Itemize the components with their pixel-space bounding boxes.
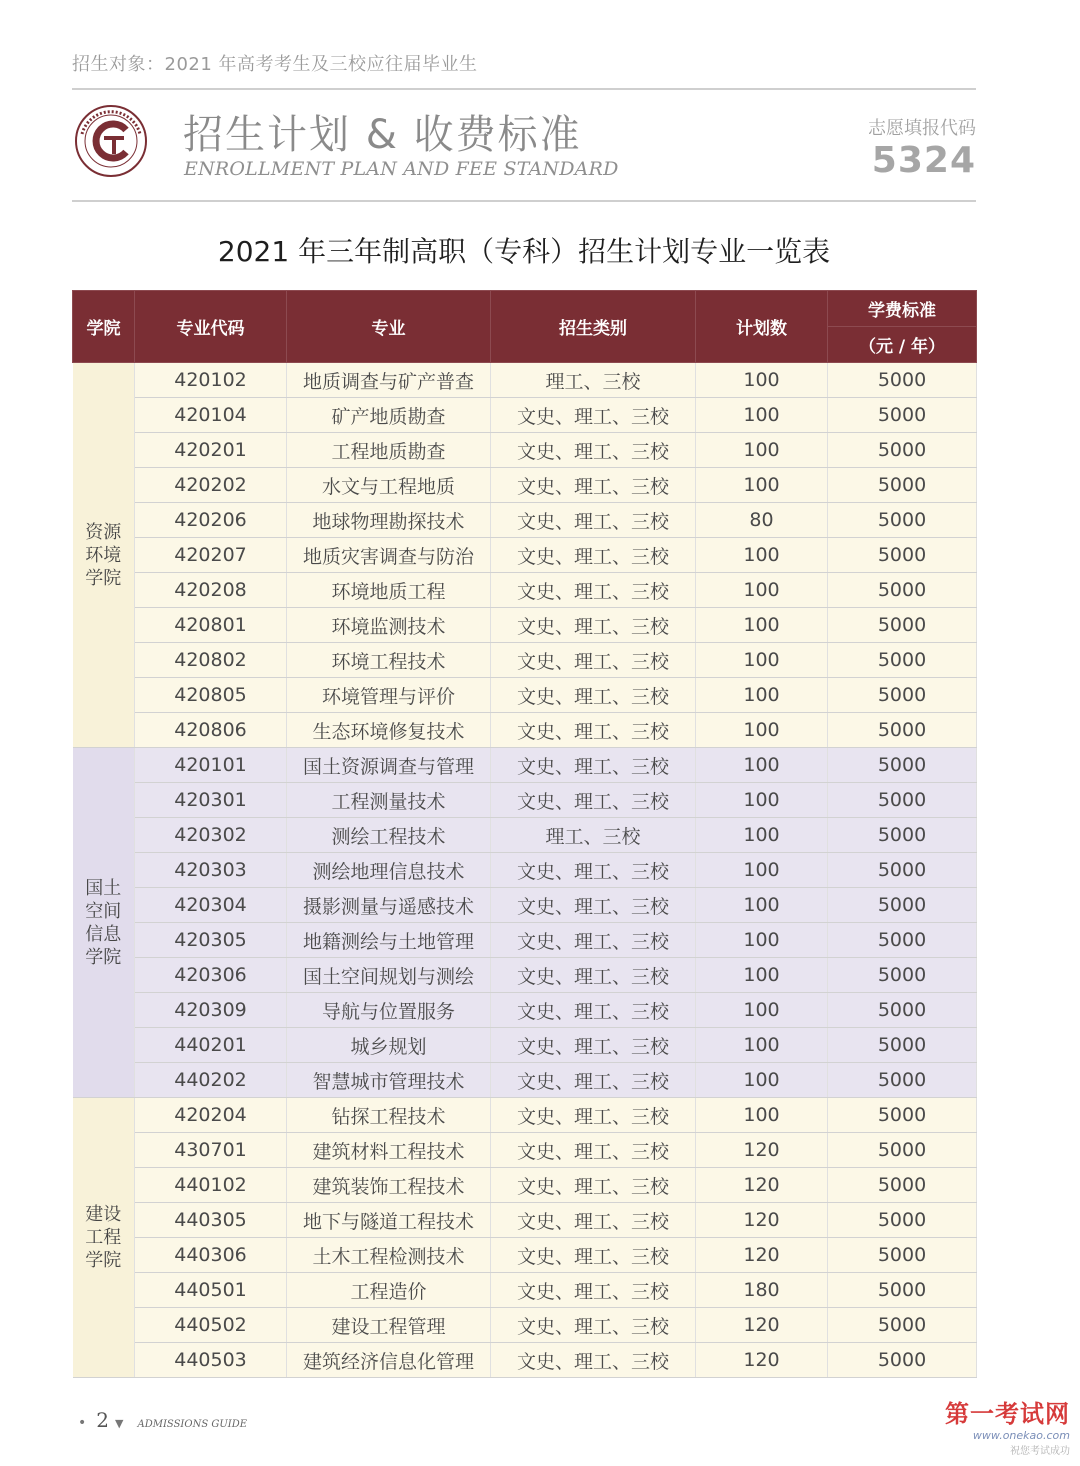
table-row [73, 1308, 977, 1343]
code-cell: 420306 [135, 958, 287, 993]
footer-guide-label: ADMISSIONS GUIDE [137, 1419, 248, 1430]
college-cell [73, 1098, 135, 1378]
category-cell: 文史、理工、三校 [491, 643, 696, 678]
col-header-category: 招生类别 [491, 291, 696, 363]
category-cell: 理工、三校 [491, 363, 696, 398]
major-cell: 生态环境修复技术 [287, 713, 491, 748]
table-row [73, 748, 977, 783]
table-row [73, 993, 977, 1028]
fee-cell: 5000 [828, 538, 977, 573]
major-cell: 地球物理勘探技术 [287, 503, 491, 538]
college-name-line: 工程 [85, 1227, 122, 1248]
plan-cell: 120 [696, 1238, 828, 1273]
plan-cell: 100 [696, 1063, 828, 1098]
category-cell: 文史、理工、三校 [491, 1168, 696, 1203]
table-row [73, 503, 977, 538]
college-name-line: 建设 [85, 1204, 122, 1225]
category-cell: 文史、理工、三校 [491, 538, 696, 573]
section-title-english: ENROLLMENT PLAN AND FEE STANDARD [184, 158, 619, 180]
enrollment-table [72, 290, 977, 1378]
category-cell: 文史、理工、三校 [491, 1238, 696, 1273]
college-name-line: 资源 [85, 521, 122, 543]
plan-cell: 100 [696, 678, 828, 713]
plan-cell: 120 [696, 1133, 828, 1168]
table-row [73, 538, 977, 573]
category-cell: 文史、理工、三校 [491, 468, 696, 503]
major-cell: 土木工程检测技术 [287, 1238, 491, 1273]
table-row [73, 643, 977, 678]
code-cell: 420208 [135, 573, 287, 608]
table-row [73, 398, 977, 433]
code-cell: 420309 [135, 993, 287, 1028]
table-title: 2021 年三年制高职（专科）招生计划专业一览表 [217, 235, 831, 268]
watermark-name: 第一考试网 [945, 1400, 1070, 1428]
site-watermark [945, 1394, 1070, 1457]
application-code-label: 志愿填报代码 [868, 118, 976, 139]
code-cell: 440502 [135, 1308, 287, 1343]
major-cell: 建筑经济信息化管理 [287, 1343, 491, 1378]
fee-cell: 5000 [828, 818, 977, 853]
table-row [73, 853, 977, 888]
major-cell: 建筑材料工程技术 [287, 1133, 491, 1168]
plan-cell: 100 [696, 398, 828, 433]
category-cell: 文史、理工、三校 [491, 398, 696, 433]
college-cell [73, 748, 135, 1098]
col-header-fee: 学费标准 [828, 291, 977, 327]
plan-cell: 100 [696, 748, 828, 783]
fee-cell: 5000 [828, 608, 977, 643]
category-cell: 文史、理工、三校 [491, 958, 696, 993]
college-cell [73, 363, 135, 748]
category-cell: 文史、理工、三校 [491, 1343, 696, 1378]
major-cell: 环境监测技术 [287, 608, 491, 643]
fee-cell: 5000 [828, 1028, 977, 1063]
category-cell: 文史、理工、三校 [491, 888, 696, 923]
fee-cell: 5000 [828, 993, 977, 1028]
table-row [73, 468, 977, 503]
category-cell: 文史、理工、三校 [491, 1203, 696, 1238]
fee-cell: 5000 [828, 1168, 977, 1203]
fee-cell: 5000 [828, 363, 977, 398]
major-cell: 建设工程管理 [287, 1308, 491, 1343]
college-name-line: 环境 [85, 544, 122, 566]
major-cell: 摄影测量与遥感技术 [287, 888, 491, 923]
major-cell: 环境地质工程 [287, 573, 491, 608]
plan-cell: 100 [696, 713, 828, 748]
category-cell: 文史、理工、三校 [491, 573, 696, 608]
code-cell: 440102 [135, 1168, 287, 1203]
college-name-line: 信息 [85, 923, 122, 945]
major-cell: 国土资源调查与管理 [287, 748, 491, 783]
application-code-value: 5324 [871, 140, 976, 181]
table-row [73, 573, 977, 608]
page-number: 2 [96, 1408, 109, 1432]
category-cell: 文史、理工、三校 [491, 993, 696, 1028]
fee-cell: 5000 [828, 748, 977, 783]
major-cell: 地质灾害调查与防治 [287, 538, 491, 573]
col-header-major: 专业 [287, 291, 491, 363]
category-cell: 文史、理工、三校 [491, 713, 696, 748]
table-row [73, 1238, 977, 1273]
category-cell: 文史、理工、三校 [491, 923, 696, 958]
header-divider-bottom [72, 200, 976, 202]
major-cell: 测绘地理信息技术 [287, 853, 491, 888]
plan-cell: 100 [696, 993, 828, 1028]
fee-cell: 5000 [828, 1308, 977, 1343]
table-row [73, 713, 977, 748]
major-cell: 工程测量技术 [287, 783, 491, 818]
code-cell: 420204 [135, 1098, 287, 1133]
category-cell: 文史、理工、三校 [491, 503, 696, 538]
category-cell: 文史、理工、三校 [491, 853, 696, 888]
plan-cell: 180 [696, 1273, 828, 1308]
major-cell: 环境工程技术 [287, 643, 491, 678]
table-row [73, 783, 977, 818]
college-name-line: 国土 [85, 877, 122, 899]
major-cell: 钻探工程技术 [287, 1098, 491, 1133]
code-cell: 420806 [135, 713, 287, 748]
college-name-line: 学院 [85, 567, 122, 589]
plan-cell: 100 [696, 433, 828, 468]
fee-cell: 5000 [828, 1133, 977, 1168]
col-header-college: 学院 [73, 291, 135, 363]
fee-cell: 5000 [828, 1063, 977, 1098]
code-cell: 420305 [135, 923, 287, 958]
col-header-plan: 计划数 [696, 291, 828, 363]
table-row [73, 958, 977, 993]
major-cell: 环境管理与评价 [287, 678, 491, 713]
enrollment-target-line: 招生对象：2021 年高考考生及三校应往届毕业生 [72, 54, 478, 75]
fee-cell: 5000 [828, 1343, 977, 1378]
code-cell: 420206 [135, 503, 287, 538]
major-cell: 智慧城市管理技术 [287, 1063, 491, 1098]
major-cell: 地质调查与矿产普查 [287, 363, 491, 398]
category-cell: 理工、三校 [491, 818, 696, 853]
code-cell: 420303 [135, 853, 287, 888]
category-cell: 文史、理工、三校 [491, 1308, 696, 1343]
college-name-line: 空间 [85, 900, 122, 922]
plan-cell: 100 [696, 573, 828, 608]
code-cell: 420304 [135, 888, 287, 923]
table-row [73, 433, 977, 468]
code-cell: 420102 [135, 363, 287, 398]
table-row [73, 1168, 977, 1203]
fee-cell: 5000 [828, 1238, 977, 1273]
plan-cell: 80 [696, 503, 828, 538]
code-cell: 420202 [135, 468, 287, 503]
major-cell: 地籍测绘与土地管理 [287, 923, 491, 958]
category-cell: 文史、理工、三校 [491, 1028, 696, 1063]
plan-cell: 100 [696, 643, 828, 678]
fee-cell: 5000 [828, 398, 977, 433]
table-row [73, 1028, 977, 1063]
code-cell: 420207 [135, 538, 287, 573]
category-cell: 文史、理工、三校 [491, 1063, 696, 1098]
major-cell: 地下与隧道工程技术 [287, 1203, 491, 1238]
major-cell: 矿产地质勘查 [287, 398, 491, 433]
fee-cell: 5000 [828, 853, 977, 888]
plan-cell: 120 [696, 1343, 828, 1378]
code-cell: 430701 [135, 1133, 287, 1168]
table-row [73, 923, 977, 958]
fee-cell: 5000 [828, 958, 977, 993]
footer-bullet: • [78, 1415, 87, 1431]
fee-cell: 5000 [828, 503, 977, 538]
code-cell: 420104 [135, 398, 287, 433]
category-cell: 文史、理工、三校 [491, 1098, 696, 1133]
fee-cell: 5000 [828, 643, 977, 678]
fee-cell: 5000 [828, 678, 977, 713]
plan-cell: 100 [696, 958, 828, 993]
table-row [73, 1203, 977, 1238]
page-footer [78, 1408, 247, 1432]
code-cell: 420802 [135, 643, 287, 678]
plan-cell: 120 [696, 1308, 828, 1343]
watermark-slogan: 祝您考试成功 [1010, 1446, 1070, 1457]
major-cell: 测绘工程技术 [287, 818, 491, 853]
college-name-line: 学院 [85, 1250, 122, 1271]
fee-cell: 5000 [828, 923, 977, 958]
watermark-url: www.onekao.com [972, 1429, 1070, 1442]
table-row [73, 1133, 977, 1168]
code-cell: 420301 [135, 783, 287, 818]
plan-cell: 100 [696, 1028, 828, 1063]
fee-cell: 5000 [828, 1203, 977, 1238]
plan-cell: 100 [696, 468, 828, 503]
code-cell: 440501 [135, 1273, 287, 1308]
plan-cell: 100 [696, 783, 828, 818]
plan-cell: 100 [696, 538, 828, 573]
plan-cell: 100 [696, 363, 828, 398]
code-cell: 440201 [135, 1028, 287, 1063]
major-cell: 工程地质勘查 [287, 433, 491, 468]
plan-cell: 100 [696, 853, 828, 888]
col-header-code: 专业代码 [135, 291, 287, 363]
category-cell: 文史、理工、三校 [491, 1133, 696, 1168]
major-cell: 建筑装饰工程技术 [287, 1168, 491, 1203]
plan-cell: 100 [696, 888, 828, 923]
section-title: 招生计划 & 收费标准 [183, 112, 582, 158]
code-cell: 420801 [135, 608, 287, 643]
code-cell: 440503 [135, 1343, 287, 1378]
category-cell: 文史、理工、三校 [491, 1273, 696, 1308]
table-row [73, 608, 977, 643]
code-cell: 440305 [135, 1203, 287, 1238]
category-cell: 文史、理工、三校 [491, 608, 696, 643]
major-cell: 水文与工程地质 [287, 468, 491, 503]
major-cell: 导航与位置服务 [287, 993, 491, 1028]
fee-cell: 5000 [828, 1273, 977, 1308]
fee-cell: 5000 [828, 713, 977, 748]
fee-cell: 5000 [828, 783, 977, 818]
major-cell: 国土空间规划与测绘 [287, 958, 491, 993]
fee-cell: 5000 [828, 468, 977, 503]
plan-cell: 100 [696, 1098, 828, 1133]
major-cell: 工程造价 [287, 1273, 491, 1308]
code-cell: 420101 [135, 748, 287, 783]
college-name-line: 学院 [85, 946, 122, 968]
table-row [73, 1063, 977, 1098]
major-cell: 城乡规划 [287, 1028, 491, 1063]
header-divider-top [72, 88, 976, 90]
plan-cell: 100 [696, 923, 828, 958]
fee-cell: 5000 [828, 573, 977, 608]
table-row [73, 818, 977, 853]
table-row [73, 888, 977, 923]
fee-cell: 5000 [828, 1098, 977, 1133]
table-body [73, 363, 977, 1378]
category-cell: 文史、理工、三校 [491, 678, 696, 713]
table-row [73, 1098, 977, 1133]
category-cell: 文史、理工、三校 [491, 783, 696, 818]
school-seal-icon [74, 104, 148, 178]
category-cell: 文史、理工、三校 [491, 433, 696, 468]
table-row [73, 1273, 977, 1308]
col-header-fee-unit: （元 / 年） [828, 327, 977, 363]
category-cell: 文史、理工、三校 [491, 748, 696, 783]
code-cell: 440306 [135, 1238, 287, 1273]
triangle-down-icon: ▼ [115, 1417, 124, 1430]
code-cell: 420805 [135, 678, 287, 713]
plan-cell: 100 [696, 818, 828, 853]
table-row [73, 678, 977, 713]
plan-cell: 120 [696, 1168, 828, 1203]
code-cell: 440202 [135, 1063, 287, 1098]
plan-cell: 100 [696, 608, 828, 643]
code-cell: 420201 [135, 433, 287, 468]
code-cell: 420302 [135, 818, 287, 853]
fee-cell: 5000 [828, 433, 977, 468]
plan-cell: 120 [696, 1203, 828, 1238]
table-row [73, 1343, 977, 1378]
fee-cell: 5000 [828, 888, 977, 923]
table-row [73, 363, 977, 398]
